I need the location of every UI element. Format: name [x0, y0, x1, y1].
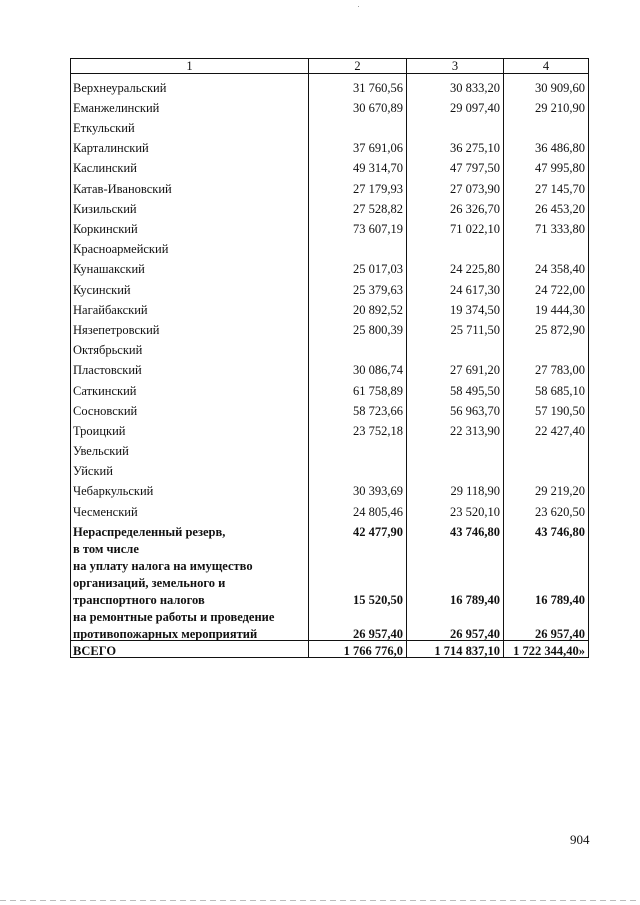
value-col-2: 58 723,66	[309, 397, 407, 417]
value-col-4	[504, 437, 589, 457]
repair-row	[71, 623, 589, 641]
value-col-4: 19 444,30	[504, 296, 589, 316]
value-col-2: 31 760,56	[309, 74, 407, 95]
value-col-3: 25 711,50	[407, 316, 504, 336]
tax-line-1-row	[71, 555, 589, 572]
value-col-3	[407, 458, 504, 478]
value-col-2: 30 086,74	[309, 357, 407, 377]
value-col-3: 47 797,50	[407, 155, 504, 175]
reserve-value-2: 42 477,90	[309, 518, 407, 538]
table-row	[71, 215, 589, 235]
value-col-2: 27 528,82	[309, 195, 407, 215]
value-col-4: 29 210,90	[504, 94, 589, 114]
value-col-4: 24 722,00	[504, 276, 589, 296]
reserve-section	[71, 518, 589, 658]
value-col-4: 27 783,00	[504, 357, 589, 377]
district-name: Нагайбакский	[71, 296, 309, 316]
table-row	[71, 296, 589, 316]
district-name: Еткульский	[71, 114, 309, 134]
value-col-2: 73 607,19	[309, 215, 407, 235]
value-col-3: 29 097,40	[407, 94, 504, 114]
including-row	[71, 538, 589, 555]
column-header-4: 4	[504, 59, 589, 74]
repair-name: противопожарных мероприятий	[71, 623, 309, 641]
total-value-4: 1 722 344,40»	[504, 641, 589, 658]
table-row	[71, 236, 589, 256]
value-col-2: 25 800,39	[309, 316, 407, 336]
tax-line-2-row	[71, 572, 589, 589]
value-col-2: 30 670,89	[309, 94, 407, 114]
value-col-3: 71 022,10	[407, 215, 504, 235]
repair-value-3: 26 957,40	[407, 623, 504, 641]
value-col-4: 23 620,50	[504, 498, 589, 518]
value-col-2	[309, 437, 407, 457]
value-col-4: 25 872,90	[504, 316, 589, 336]
table-row	[71, 478, 589, 498]
district-name: Красноармейский	[71, 236, 309, 256]
district-name: Увельский	[71, 437, 309, 457]
table-row	[71, 417, 589, 437]
district-name: Пластовский	[71, 357, 309, 377]
value-col-4: 27 145,70	[504, 175, 589, 195]
value-col-4: 22 427,40	[504, 417, 589, 437]
table-row	[71, 458, 589, 478]
district-name: Верхнеуральский	[71, 74, 309, 95]
table-row	[71, 195, 589, 215]
column-header-2: 2	[309, 59, 407, 74]
tax-value-3: 16 789,40	[407, 589, 504, 606]
district-name: Чесменский	[71, 498, 309, 518]
table-row	[71, 135, 589, 155]
value-col-3: 27 073,90	[407, 175, 504, 195]
table-row	[71, 114, 589, 134]
tax-row	[71, 589, 589, 606]
value-col-2: 30 393,69	[309, 478, 407, 498]
total-value-3: 1 714 837,10	[407, 641, 504, 658]
value-col-4: 71 333,80	[504, 215, 589, 235]
table-row	[71, 498, 589, 518]
value-col-2: 37 691,06	[309, 135, 407, 155]
district-name: Октябрьский	[71, 336, 309, 356]
district-name: Кизильский	[71, 195, 309, 215]
value-col-3	[407, 236, 504, 256]
tax-name: транспортного налогов	[71, 589, 309, 606]
column-header-3: 3	[407, 59, 504, 74]
table-body	[71, 74, 589, 519]
value-col-3	[407, 437, 504, 457]
value-col-4: 57 190,50	[504, 397, 589, 417]
value-col-2	[309, 114, 407, 134]
value-col-4	[504, 114, 589, 134]
value-col-2	[309, 236, 407, 256]
value-col-2: 61 758,89	[309, 377, 407, 397]
value-col-3: 56 963,70	[407, 397, 504, 417]
column-header-1: 1	[71, 59, 309, 74]
value-col-3: 36 275,10	[407, 135, 504, 155]
budget-table	[70, 58, 589, 658]
value-col-4: 26 453,20	[504, 195, 589, 215]
reserve-row	[71, 518, 589, 538]
district-name: Чебаркульский	[71, 478, 309, 498]
value-col-4: 24 358,40	[504, 256, 589, 276]
value-col-2: 20 892,52	[309, 296, 407, 316]
value-col-3: 58 495,50	[407, 377, 504, 397]
header-row	[71, 59, 589, 74]
including-label: в том числе	[71, 538, 309, 555]
table-row	[71, 276, 589, 296]
total-value-2: 1 766 776,0	[309, 641, 407, 658]
tax-value-2: 15 520,50	[309, 589, 407, 606]
table-row	[71, 256, 589, 276]
scan-dot	[358, 6, 359, 7]
value-col-4: 29 219,20	[504, 478, 589, 498]
scan-edge	[0, 900, 640, 901]
tax-line-2: организаций, земельного и	[71, 572, 309, 589]
value-col-4	[504, 336, 589, 356]
value-col-4: 58 685,10	[504, 377, 589, 397]
table-row	[71, 377, 589, 397]
value-col-4: 36 486,80	[504, 135, 589, 155]
table-row	[71, 175, 589, 195]
repair-line-1: на ремонтные работы и проведение	[71, 606, 309, 623]
reserve-value-3: 43 746,80	[407, 518, 504, 538]
value-col-2: 25 379,63	[309, 276, 407, 296]
district-name: Уйский	[71, 458, 309, 478]
value-col-4: 47 995,80	[504, 155, 589, 175]
value-col-4	[504, 236, 589, 256]
repair-value-4: 26 957,40	[504, 623, 589, 641]
value-col-2: 49 314,70	[309, 155, 407, 175]
district-name: Кусинский	[71, 276, 309, 296]
value-col-2: 24 805,46	[309, 498, 407, 518]
value-col-3: 23 520,10	[407, 498, 504, 518]
repair-line-1-row	[71, 606, 589, 623]
table-row	[71, 357, 589, 377]
district-name: Каслинский	[71, 155, 309, 175]
value-col-3	[407, 114, 504, 134]
total-row	[71, 641, 589, 658]
value-col-2	[309, 458, 407, 478]
value-col-3: 24 225,80	[407, 256, 504, 276]
table-row	[71, 74, 589, 95]
district-name: Коркинский	[71, 215, 309, 235]
value-col-2	[309, 336, 407, 356]
value-col-3: 22 313,90	[407, 417, 504, 437]
district-name: Саткинский	[71, 377, 309, 397]
value-col-3: 27 691,20	[407, 357, 504, 377]
district-name: Кунашакский	[71, 256, 309, 276]
total-label: ВСЕГО	[71, 641, 309, 658]
district-name: Троицкий	[71, 417, 309, 437]
table-row	[71, 437, 589, 457]
district-name: Нязепетровский	[71, 316, 309, 336]
value-col-3: 29 118,90	[407, 478, 504, 498]
value-col-2: 23 752,18	[309, 417, 407, 437]
repair-value-2: 26 957,40	[309, 623, 407, 641]
table-row	[71, 155, 589, 175]
table-row	[71, 316, 589, 336]
district-name: Сосновский	[71, 397, 309, 417]
value-col-4	[504, 458, 589, 478]
value-col-3: 26 326,70	[407, 195, 504, 215]
reserve-value-4: 43 746,80	[504, 518, 589, 538]
district-name: Карталинский	[71, 135, 309, 155]
tax-value-4: 16 789,40	[504, 589, 589, 606]
value-col-3: 24 617,30	[407, 276, 504, 296]
district-name: Еманжелинский	[71, 94, 309, 114]
reserve-name: Нераспределенный резерв,	[71, 518, 309, 538]
table-row	[71, 94, 589, 114]
value-col-2: 25 017,03	[309, 256, 407, 276]
value-col-2: 27 179,93	[309, 175, 407, 195]
district-name: Катав-Ивановский	[71, 175, 309, 195]
value-col-3	[407, 336, 504, 356]
table-row	[71, 336, 589, 356]
tax-line-1: на уплату налога на имущество	[71, 555, 309, 572]
value-col-3: 19 374,50	[407, 296, 504, 316]
page-number: 904	[570, 832, 590, 847]
table-row	[71, 397, 589, 417]
value-col-4: 30 909,60	[504, 74, 589, 95]
value-col-3: 30 833,20	[407, 74, 504, 95]
